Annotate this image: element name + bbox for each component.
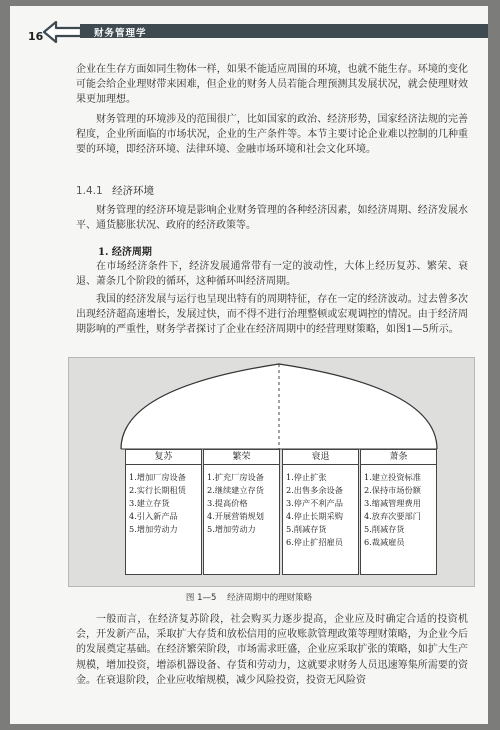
book-title: 财务管理学: [94, 28, 147, 39]
section-heading: [76, 183, 154, 198]
strategy-item: 4.放弃次要部门: [364, 511, 421, 521]
book-page: [10, 6, 488, 724]
stage-strategy-list: [204, 471, 279, 536]
economic-cycle-figure: [68, 357, 475, 587]
subsection-heading: 1. 经济周期: [98, 247, 152, 258]
stage-prosperity: [203, 449, 280, 575]
closing-paragraph: 一般而言，在经济复苏阶段，社会购买力逐步提高，企业应及时确定合适的投资机会，开发新产品，采取扩大存货和放松信用的应收账款管理政策等理财策略，为企业今后的发展奠定基础。在经济繁荣阶段，市场需求旺盛，企业应采取扩张的策略，如扩大生产规模，增加投资，增添机器设备、存货和劳动力，这就要求财务人员迅速筹集所需要的资金。在衰退阶段，企业应收缩规模，减少风险投资，投资无风险资: [76, 614, 468, 686]
cycle-paragraph-2: 我国的经济发展与运行也呈现出特有的周期特征，存在一定的经济波动。过去曾多次出现经济超高速增长，发展过快，而不得不进行治理整顿或宏观调控的情况。由于经济周期影响的严重性，财务学者探讨了企业在经济周期中的经营理财策略，如图1—5所示。: [76, 294, 468, 336]
strategy-item: 3.建立存货: [129, 498, 170, 508]
strategy-item: 6.停止扩招雇员: [286, 537, 343, 547]
section-number: 1.4.1: [76, 185, 103, 197]
strategy-item: 5.增加劳动力: [129, 524, 178, 534]
page-number: 16: [28, 30, 44, 43]
figure-caption-text: 经济周期中的理财策略: [227, 593, 313, 603]
strategy-item: 5.削减存货: [286, 524, 327, 534]
page-header: [10, 6, 488, 43]
strategy-item: 5.增加劳动力: [207, 524, 256, 534]
cycle-paragraph-1: 在市场经济条件下，经济发展通常带有一定的波动性，大体上经历复苏、繁荣、衰退、萧条几个阶段的循环，这种循环叫经济周期。: [76, 261, 468, 288]
stage-strategy-list: [361, 471, 436, 549]
strategy-item: 3.提高价格: [207, 498, 248, 508]
stage-title: 繁荣: [204, 450, 279, 465]
intro-paragraph-1: 企业在生存方面如同生物体一样，如果不能适应周围的环境，也就不能生存。环境的变化可能会给企业理财带来困难，但企业的财务人员若能合理预测其发展状况，就会使理财效果更加理想。: [76, 64, 468, 106]
back-arrow-icon: [43, 21, 83, 43]
stage-recovery: [125, 449, 202, 575]
strategy-item: 3.缩减管理费用: [364, 498, 421, 508]
stage-strategy-list: [126, 471, 201, 536]
strategy-item: 1.扩充厂房设备: [207, 472, 264, 482]
strategy-item: 2.保持市场份额: [364, 485, 421, 495]
strategy-item: 6.裁减雇员: [364, 537, 405, 547]
strategy-item: 3.停产不利产品: [286, 498, 343, 508]
strategy-item: 2.实行长期租赁: [129, 485, 186, 495]
stage-recession: [282, 449, 359, 575]
stage-depression: [360, 449, 437, 575]
strategy-item: 5.削减存货: [364, 524, 405, 534]
strategy-item: 2.继续建立存货: [207, 485, 264, 495]
strategy-item: 1.增加厂房设备: [129, 472, 186, 482]
strategy-item: 2.出售多余设备: [286, 485, 343, 495]
strategy-item: 4.引入新产品: [129, 511, 178, 521]
strategy-item: 4.停止长期采购: [286, 511, 343, 521]
strategy-item: 4.开展营销规划: [207, 511, 264, 521]
stage-strategy-list: [283, 471, 358, 549]
strategy-item: 1.停止扩张: [286, 472, 327, 482]
figure-number: 图 1—5: [185, 593, 217, 603]
stage-title: 萧条: [361, 450, 436, 465]
strategy-item: 1.建立投资标准: [364, 472, 421, 482]
figure-caption: [10, 591, 488, 603]
stage-title: 复苏: [126, 450, 201, 465]
stage-title: 衰退: [283, 450, 358, 465]
section-title: 经济环境: [112, 185, 155, 197]
section-paragraph: 财务管理的经济环境是影响企业财务管理的各种经济因素，如经济周期、经济发展水平、通货膨胀状况、政府的经济政策等。: [76, 205, 468, 232]
intro-paragraph-2: 财务管理的环境涉及的范围很广，比如国家的政治、经济形势，国家经济法规的完善程度，企业所面临的市场状况，企业的生产条件等。本节主要讨论企业难以控制的几种重要的环境，即经济环境、法律环境、金融市场环境和社会文化环境。: [76, 114, 468, 156]
